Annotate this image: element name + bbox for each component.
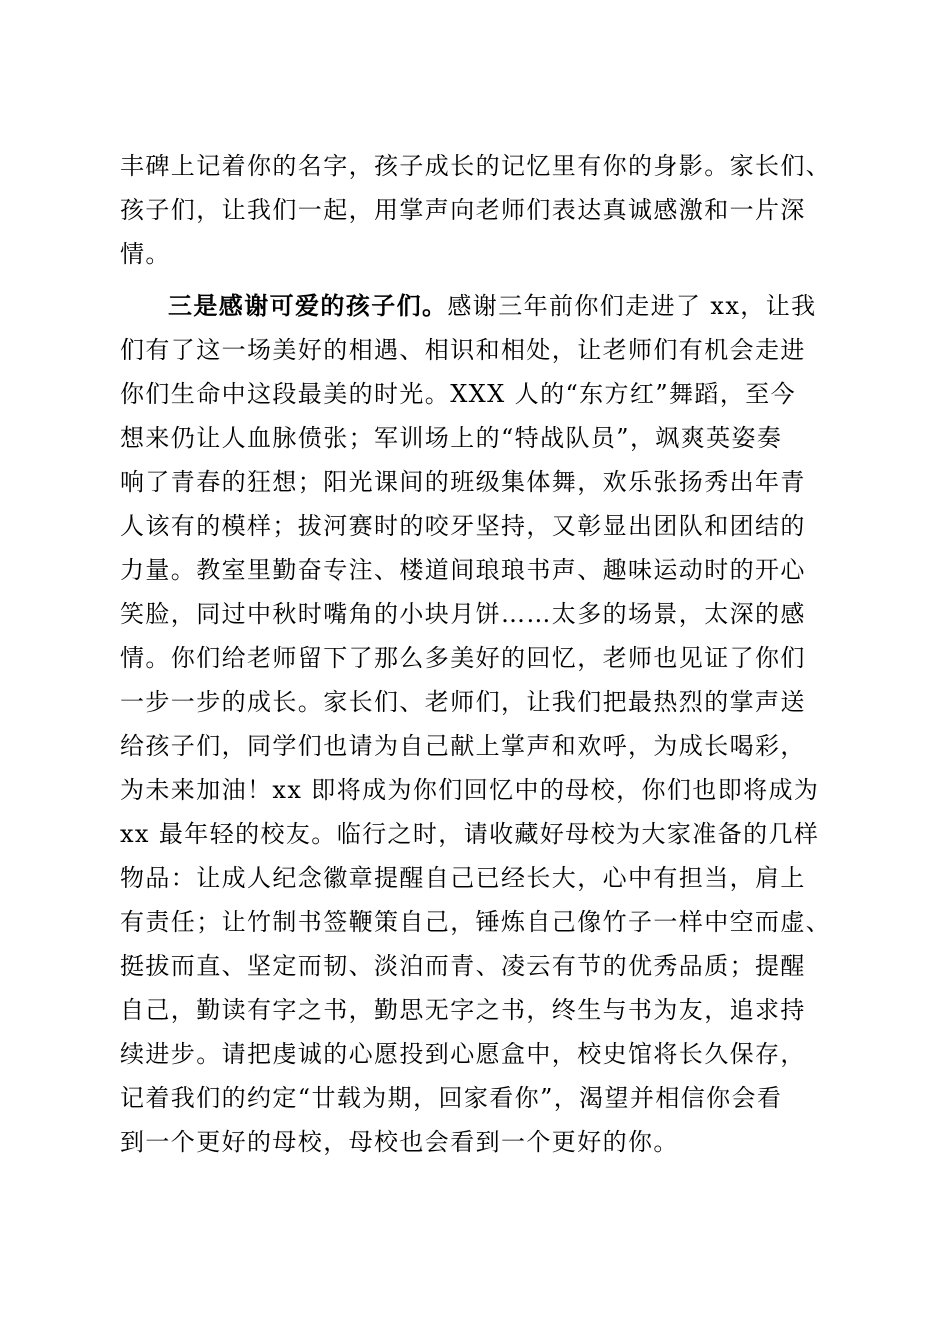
paragraph-2-first-line-text: 感谢三年前你们走进了 xx，让我: [447, 292, 817, 320]
paragraph-2-line: 自己，勤读有字之书，勤思无字之书，终生与书为友，追求持: [120, 996, 806, 1024]
paragraph-2-line: 给孩子们，同学们也请为自己献上掌声和欢呼，为成长喝彩，: [120, 732, 806, 760]
paragraph-2-line: 们有了这一场美好的相遇、相识和相处，让老师们有机会走进: [120, 336, 806, 364]
paragraph-gap: [120, 276, 840, 284]
paragraph-2-line: 一步一步的成长。家长们、老师们，让我们把最热烈的掌声送: [120, 688, 806, 716]
paragraph-2-line: 到一个更好的母校，母校也会看到一个更好的你。: [120, 1128, 679, 1156]
paragraph-1-line: 情。: [120, 240, 171, 268]
document-body: [120, 144, 840, 1164]
section-heading: 三是感谢可爱的孩子们。: [168, 291, 448, 320]
paragraph-2-line: 挺拔而直、坚定而韧、淡泊而青、凌云有节的优秀品质；提醒: [120, 952, 806, 980]
paragraph-1-line: 孩子们，让我们一起，用掌声向老师们表达真诚感激和一片深: [120, 196, 806, 224]
paragraph-2-line: 力量。教室里勤奋专注、楼道间琅琅书声、趣味运动时的开心: [120, 556, 806, 584]
paragraph-2-line: 有责任；让竹制书签鞭策自己，锤炼自己像竹子一样中空而虚、: [120, 908, 832, 936]
paragraph-2-line: 物品：让成人纪念徽章提醒自己已经长大，心中有担当，肩上: [120, 864, 806, 892]
paragraph-2-first-line: [120, 284, 840, 328]
paragraph-2-line: 人该有的模样；拔河赛时的咬牙坚持，又彰显出团队和团结的: [120, 512, 806, 540]
paragraph-2-line: 续进步。请把虔诚的心愿投到心愿盒中，校史馆将长久保存，: [120, 1040, 806, 1068]
paragraph-1-line: 丰碑上记着你的名字，孩子成长的记忆里有你的身影。家长们、: [120, 152, 832, 180]
paragraph-2-line: 响了青春的狂想；阳光课间的班级集体舞，欢乐张扬秀出年青: [120, 468, 806, 496]
paragraph-2-line: 情。你们给老师留下了那么多美好的回忆，老师也见证了你们: [120, 644, 806, 672]
paragraph-2-line: xx 最年轻的校友。临行之时，请收藏好母校为大家准备的几样: [120, 820, 820, 848]
paragraph-2-line: 想来仍让人血脉偾张；军训场上的“特战队员”，飒爽英姿奏: [120, 424, 783, 452]
paragraph-2-line: 你们生命中这段最美的时光。XXX 人的“东方红”舞蹈，至今: [120, 380, 797, 408]
paragraph-2-line: 为未来加油！xx 即将成为你们回忆中的母校，你们也即将成为: [120, 776, 820, 804]
paragraph-2-line: 记着我们的约定“廿载为期，回家看你”，渴望并相信你会看: [120, 1084, 783, 1112]
paragraph-2-line: 笑脸，同过中秋时嘴角的小块月饼……太多的场景，太深的感: [120, 600, 806, 628]
